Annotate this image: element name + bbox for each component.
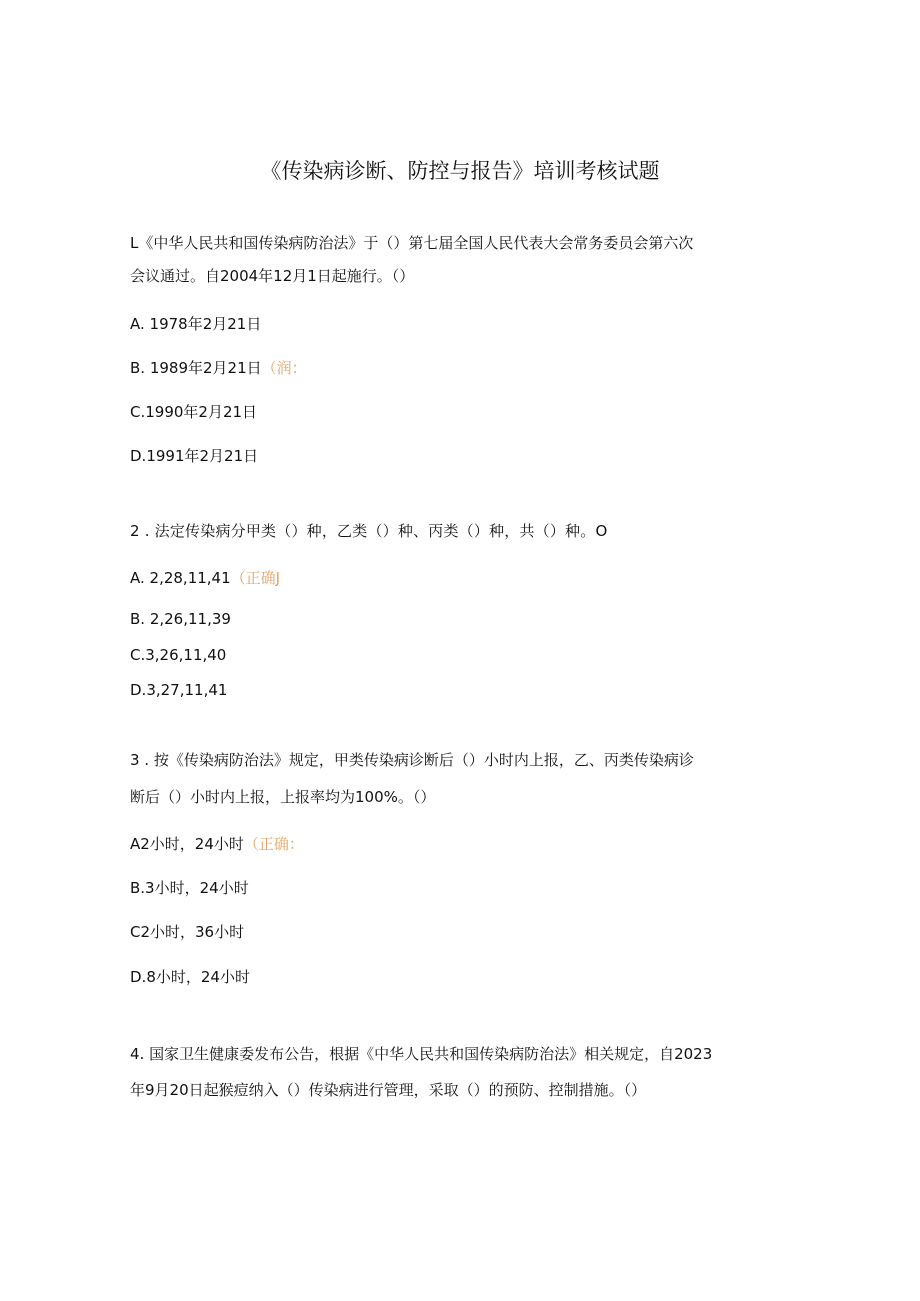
question-3-stem-line-2: 断后（）小时内上报，上报率均为100%。（）	[130, 788, 436, 806]
question-1-stem-line-2: 会议通过。自2004年12月1日起施行。（）	[130, 267, 415, 285]
question-3-option-c: C2小时，36小时	[130, 923, 245, 941]
question-2-option-b: B. 2,26,11,39	[130, 610, 231, 628]
option-text: B. 1989年2月21日	[130, 359, 262, 377]
question-4-stem-line-2: 年9月20日起猴痘纳入（）传染病进行管理，采取（）的预防、控制措施。（）	[130, 1081, 647, 1099]
question-3-stem-line-1: 3 . 按《传染病防治法》规定，甲类传染病诊断后（）小时内上报，乙、丙类传染病诊	[130, 751, 694, 769]
question-3-option-d: D.8小时，24小时	[130, 968, 250, 986]
page-title: 《传染病诊断、防控与报告》培训考核试题	[260, 159, 660, 183]
answer-mark: （正确：	[243, 835, 304, 853]
question-2-stem: 2 . 法定传染病分甲类（）种，乙类（）种、丙类（）种，共（）种。O	[130, 522, 608, 540]
question-2-option-c: C.3,26,11,40	[130, 646, 227, 664]
question-4-stem-line-1: 4. 国家卫生健康委发布公告，根据《中华人民共和国传染病防治法》相关规定，自2023	[130, 1045, 713, 1063]
question-1-stem-line-1: L《中华人民共和国传染病防治法》于（）第七届全国人民代表大会常务委员会第六次	[130, 234, 694, 252]
question-1-option-b	[130, 357, 307, 378]
question-1-option-c: C.1990年2月21日	[130, 403, 258, 421]
question-1-option-d: D.1991年2月21日	[130, 447, 259, 465]
answer-mark: （润：	[261, 359, 307, 377]
answer-mark: （正确J	[230, 569, 281, 587]
option-text: A2小时，24小时	[130, 835, 244, 853]
question-3-option-b: B.3小时，24小时	[130, 879, 249, 897]
option-text: A. 2,28,11,41	[130, 569, 231, 587]
question-2-option-d: D.3,27,11,41	[130, 681, 228, 699]
question-3-option-a	[130, 833, 304, 854]
question-1-option-a: A. 1978年2月21日	[130, 315, 262, 333]
question-2-option-a	[130, 567, 280, 588]
